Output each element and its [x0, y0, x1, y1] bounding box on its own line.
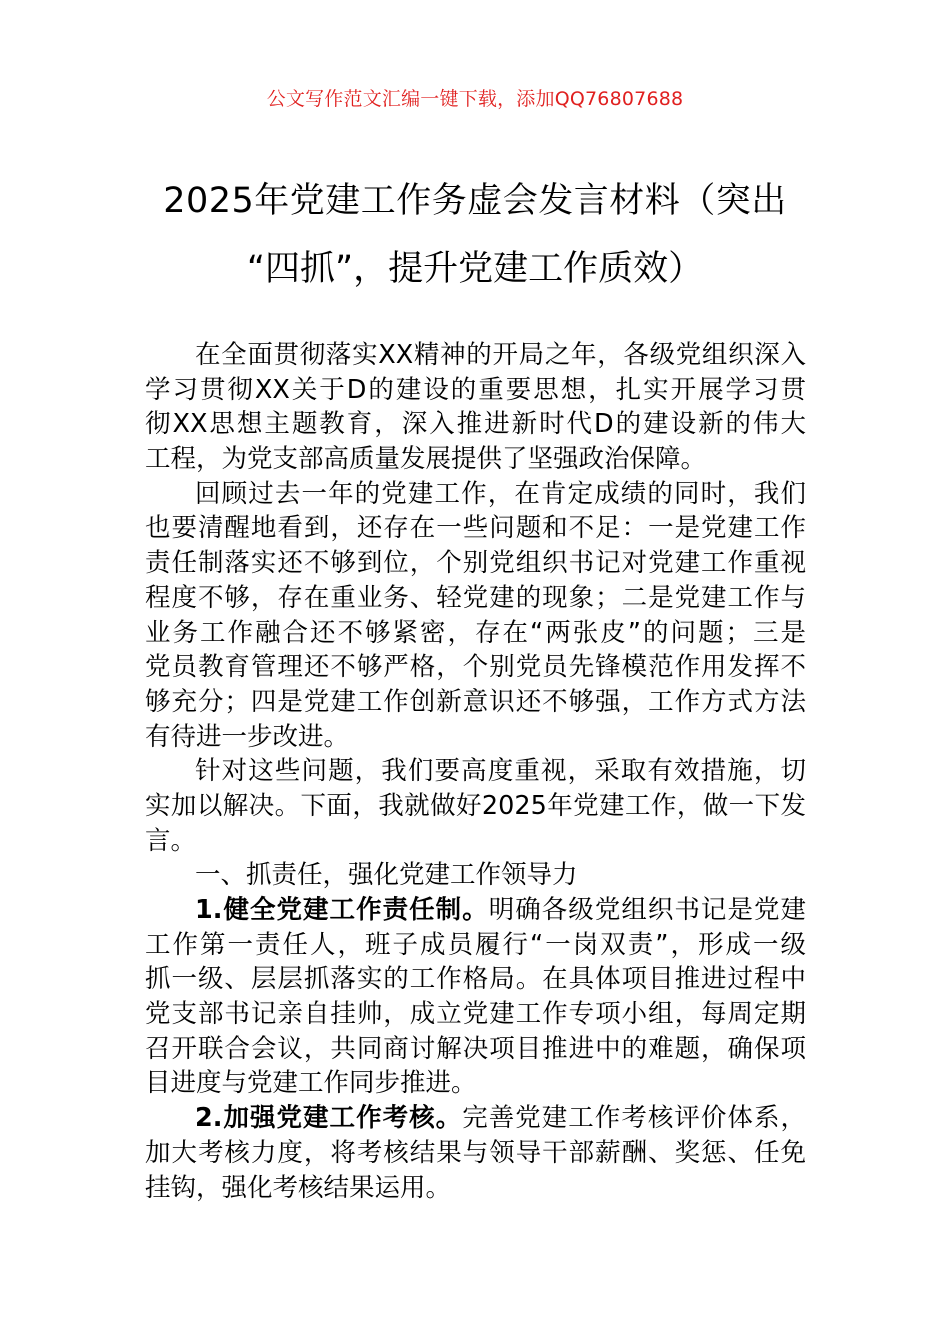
bold-lead-heading: 1.健全党建工作责任制。: [195, 895, 489, 925]
line-text: 也要清醒地看到，还存在一些问题和不足：一是党建工作: [145, 513, 806, 544]
text-line: [145, 1066, 806, 1101]
line-text: 党员教育管理还不够严格，个别党员先锋模范作用发挥不: [145, 652, 806, 683]
bold-lead-heading: 2.加强党建工作考核。: [195, 1103, 463, 1134]
text-line: [145, 442, 806, 477]
paragraph: [145, 893, 806, 1101]
line-text: 目进度与党建工作同步推进。: [145, 1068, 477, 1099]
line-text: 回顾过去一年的党建工作，在肯定成绩的同时，我们: [195, 478, 806, 509]
document-body: [145, 338, 806, 1205]
line-text: 党支部书记亲自挂帅，成立党建工作专项小组，每周定期: [145, 999, 806, 1030]
line-text: 言。: [145, 825, 197, 856]
paragraph: [145, 477, 806, 755]
text-line: [145, 754, 806, 789]
text-line: [145, 407, 806, 442]
line-text: 明确各级党组织书记是党建: [488, 895, 806, 925]
line-text: 完善党建工作考核评价体系，: [462, 1103, 806, 1134]
line-text: 彻XX思想主题教育，深入推进新时代D的建设新的伟大: [145, 409, 806, 440]
line-text: 责任制落实还不够到位，个别党组织书记对党建工作重视: [145, 548, 806, 579]
text-line: [145, 997, 806, 1032]
line-text: 挂钩，强化考核结果运用。: [145, 1172, 452, 1203]
line-text: 够充分；四是党建工作创新意识还不够强，工作方式方法: [145, 686, 806, 717]
line-text: 一、抓责任，强化党建工作领导力: [195, 860, 578, 891]
line-text: 针对这些问题，我们要高度重视，采取有效措施，切: [195, 756, 806, 787]
text-line: [145, 511, 806, 546]
line-text: 加大考核力度，将考核结果与领导干部薪酬、奖惩、任免: [145, 1137, 806, 1168]
line-text: 工程，为党支部高质量发展提供了坚强政治保障。: [145, 444, 707, 475]
text-line: [145, 546, 806, 581]
line-text: 学习贯彻XX关于D的建设的重要思想，扎实开展学习贯: [145, 374, 806, 405]
line-text: 工作第一责任人，班子成员履行“一岗双责”，形成一级: [145, 929, 806, 960]
paragraph: [145, 1101, 806, 1205]
document-title-line-1: 2025年党建工作务虚会发言材料（突出: [163, 181, 787, 221]
line-text: 在全面贯彻落实XX精神的开局之年，各级党组织深入: [195, 340, 806, 370]
document-title-line-2: “四抓”，提升党建工作质效）: [246, 249, 704, 289]
text-line: [145, 720, 806, 755]
text-line: [145, 928, 806, 963]
text-line: [145, 1171, 806, 1206]
line-text: 实加以解决。下面，我就做好2025年党建工作，做一下发: [145, 790, 806, 821]
text-line: [145, 1101, 806, 1136]
text-line: [145, 789, 806, 824]
text-line: [145, 1136, 806, 1171]
line-text: 召开联合会议，共同商讨解决项目推进中的难题，确保项: [145, 1033, 806, 1064]
text-line: [145, 373, 806, 408]
text-line: [145, 824, 806, 859]
line-text: 抓一级、层层抓落实的工作格局。在具体项目推进过程中: [145, 964, 806, 995]
download-watermark-link: 公文写作范文汇编一键下载，添加QQ76807688: [266, 88, 684, 110]
text-line: [145, 616, 806, 651]
section-heading: [145, 858, 806, 893]
line-text: 程度不够，存在重业务、轻党建的现象；二是党建工作与: [145, 582, 806, 613]
text-line: [145, 858, 806, 893]
text-line: [145, 650, 806, 685]
text-line: [145, 338, 806, 373]
text-line: [145, 581, 806, 616]
line-text: 业务工作融合还不够紧密，存在“两张皮”的问题；三是: [145, 617, 806, 648]
line-text: 有待进一步改进。: [145, 721, 350, 752]
paragraph: [145, 338, 806, 477]
paragraph: [145, 754, 806, 858]
text-line: [145, 893, 806, 928]
text-line: [145, 962, 806, 997]
text-line: [145, 477, 806, 512]
text-line: [145, 1032, 806, 1067]
text-line: [145, 685, 806, 720]
